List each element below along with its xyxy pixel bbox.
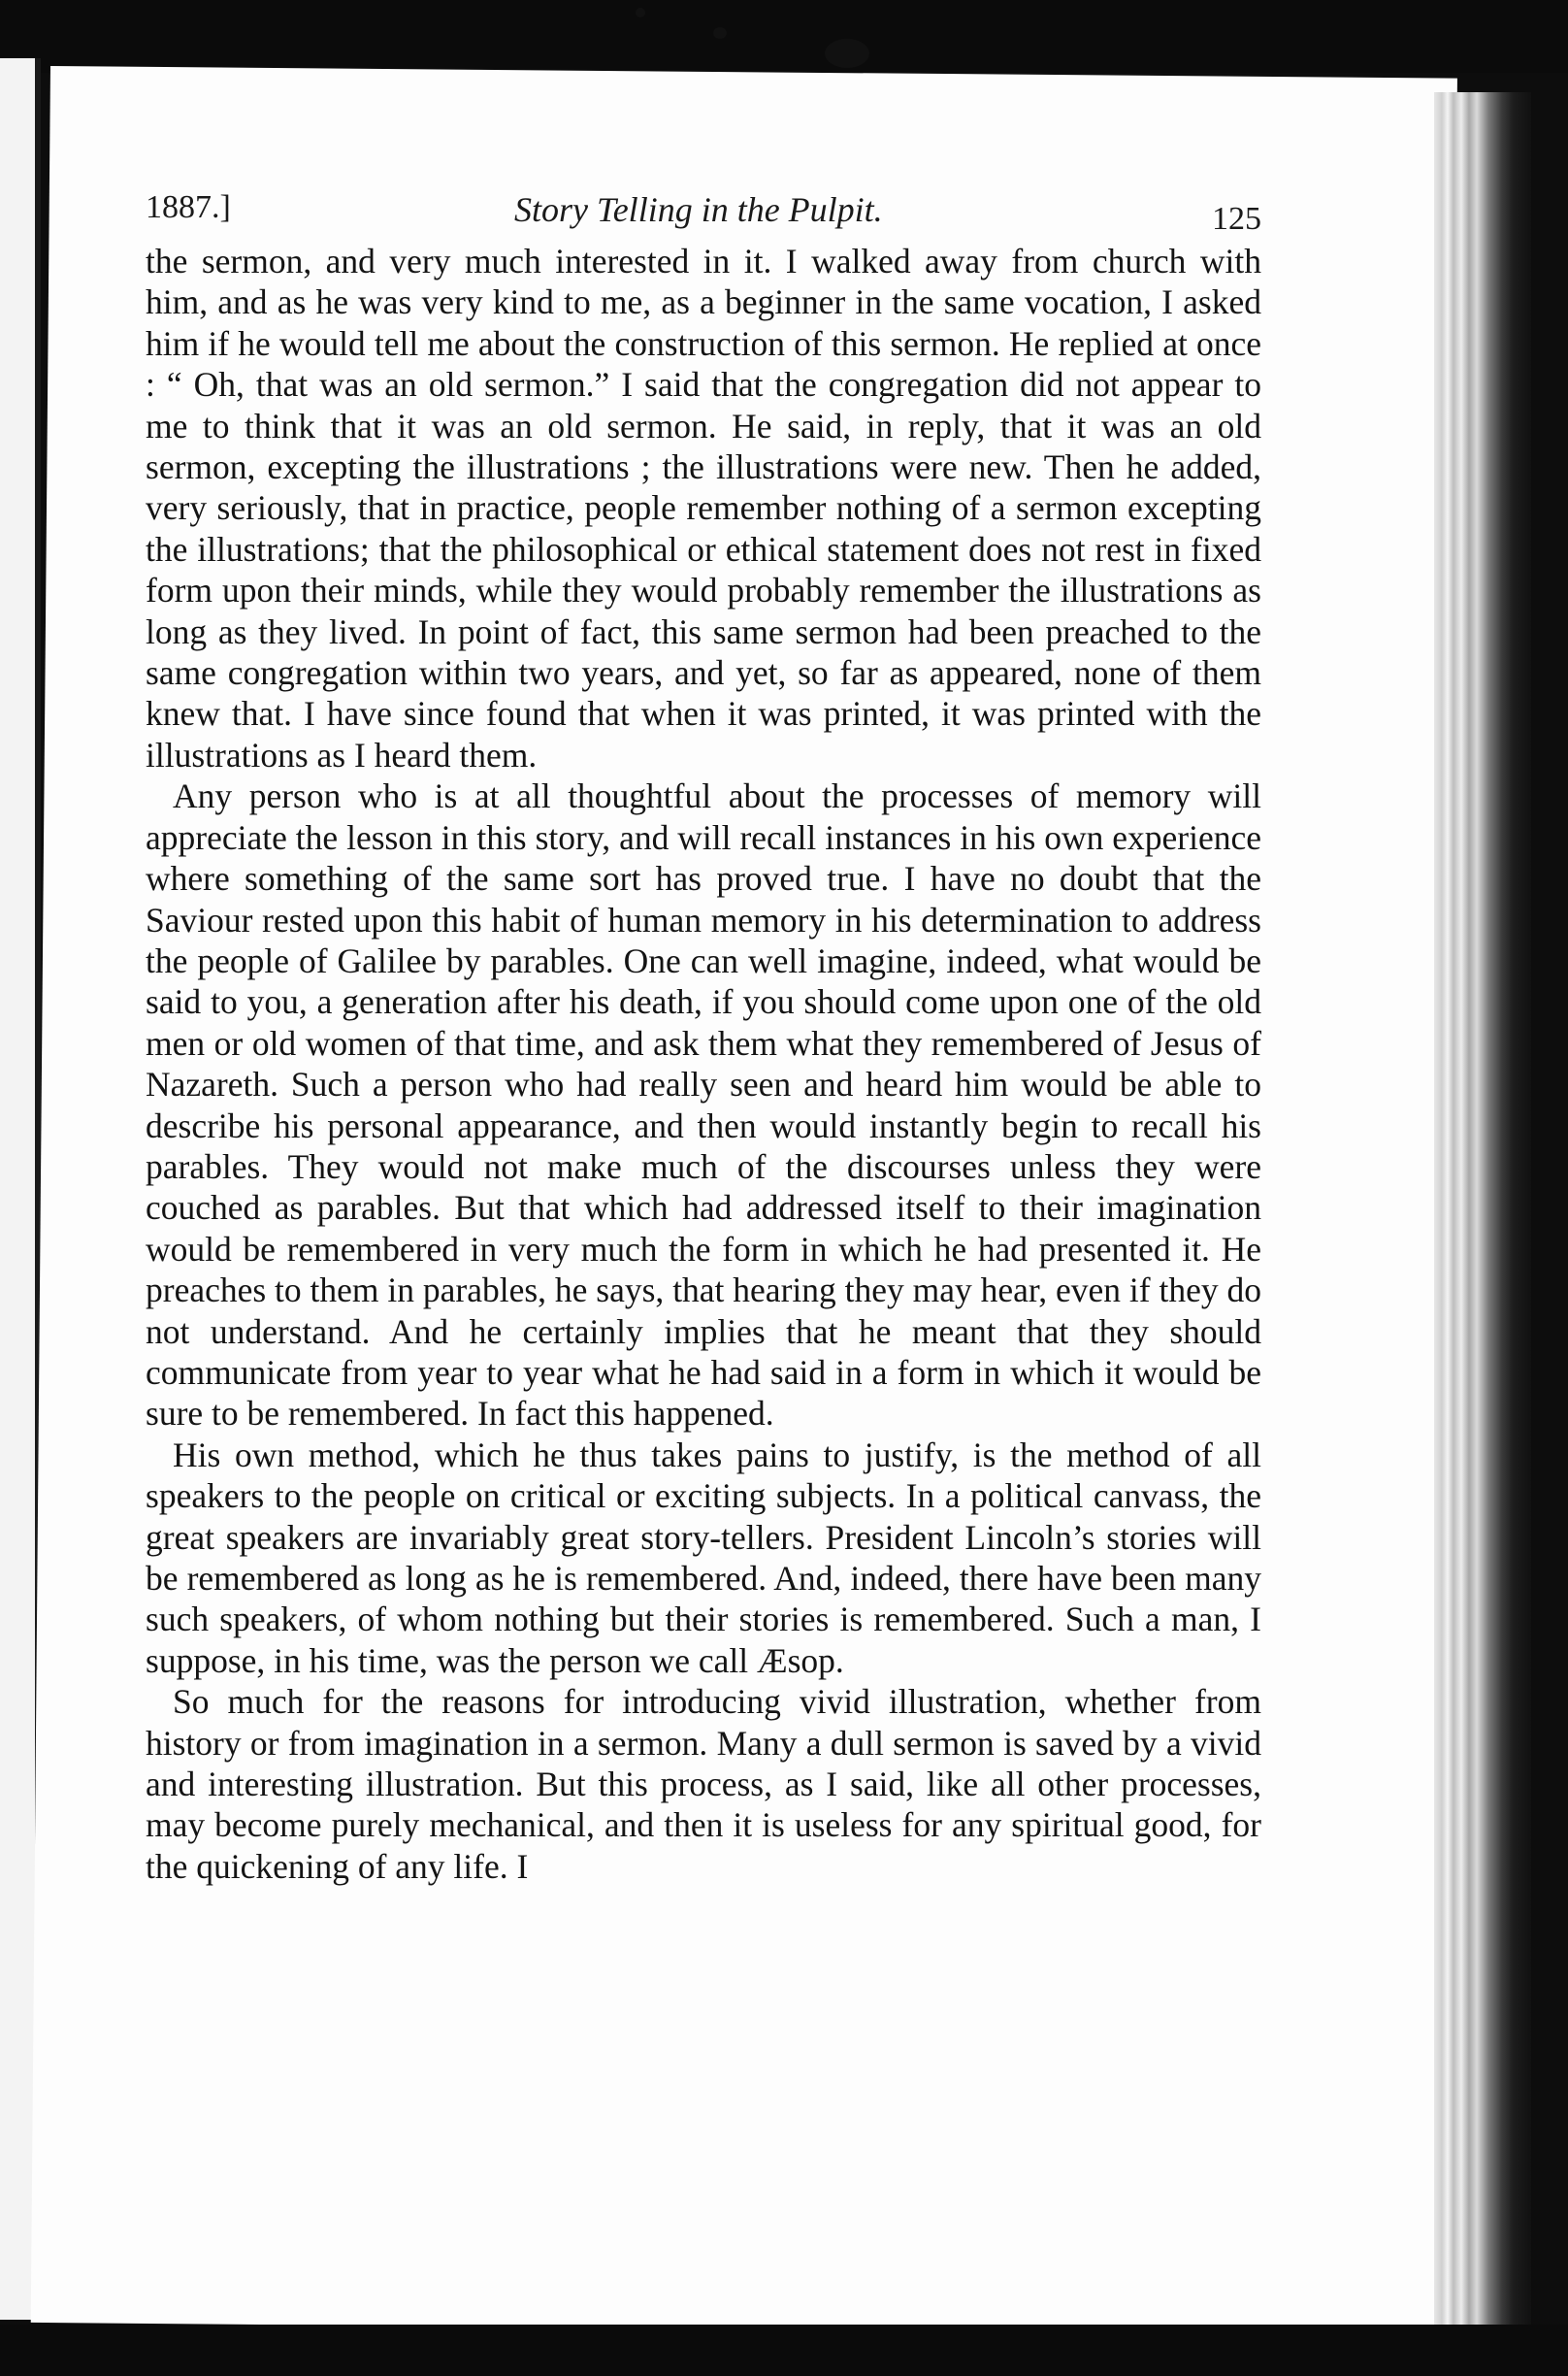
header-year: 1887.] (146, 189, 231, 225)
paragraph: So much for the reasons for introducing vivid illustration, whether from history or from imagination in a sermon. Many a dull sermon is saved by a vivid and interesting illustration. But this process, as I said, like all other processes, may become purely mechanical, and then it is useless for any spiritual good, for the quickening of any life. I (146, 1682, 1261, 1886)
dust-speck (636, 8, 645, 17)
running-title: Story Telling in the Pulpit. (514, 190, 883, 229)
scan-top-border (0, 0, 1568, 73)
paragraph: the sermon, and very much interested in it. I walked away from church with him, and as he was very kind to me, as a beginner in the same vocation, I asked him if he would tell me about the construction of this sermon. He replied at once : “ Oh, that was an old sermon.” I said that the congregation did not appear to me to think that it was an old sermon. He said, in reply, that it was an old sermon, excepting the illustrations ; the illustrations were new. Then he added, very seriously, that in practice, people remember nothing of a sermon excepting the illustrations; that the philosophical or ethical statement does not rest in fixed form upon their minds, while they would probably remember the illustrations as long as they lived. In point of fact, this same sermon had been preached to the same congregation within two years, and yet, so far as appeared, none of them knew that. I have since found that when it was printed, it was printed with the illustrations as I heard them. (146, 242, 1261, 775)
page-stack-edges (1434, 92, 1531, 2325)
page-number: 125 (1212, 201, 1261, 237)
paragraph: His own method, which he thus takes pains to justify, is the method of all speakers to the people on critical or exciting subjects. In a political canvass, the great speakers are invariably great story-tellers. President Lincoln’s stories will be remembered as long as he is remembered. And, indeed, there have been many such speakers, of whom nothing but their stories is remembered. Such a man, I suppose, in his time, was the person we call Æsop. (146, 1435, 1261, 1680)
dust-speck (713, 27, 727, 39)
running-header (146, 180, 1261, 238)
paragraph: Any person who is at all thoughtful about the processes of memory will appreciate the lesson in this story, and will recall instances in his own experience where something of the same sort has proved true. I have no doubt that the Saviour rested upon this habit of human memory in his determination to address the people of Galilee by parables. One can well imagine, indeed, what would be said to you, a generation after his death, if you should come upon one of the old men or old women of that time, and ask them what they remembered of Jesus of Nazareth. Such a person who had really seen and heard him would be able to describe his personal appearance, and then would instantly begin to recall his parables. They would not make much of the discourses unless they were couched as parables. But that which had addressed itself to their imagination would be remembered in very much the form in which he had presented it. He preaches to them in parables, he says, that hearing they may hear, even if they do not understand. And he certainly implies that he meant that they should communicate from year to year what he had said in a form in which it would be sure to be remembered. In fact this happened. (146, 776, 1261, 1434)
dust-speck (825, 39, 869, 68)
scan-bottom-border (0, 2325, 1568, 2376)
body-text (146, 241, 1261, 1887)
